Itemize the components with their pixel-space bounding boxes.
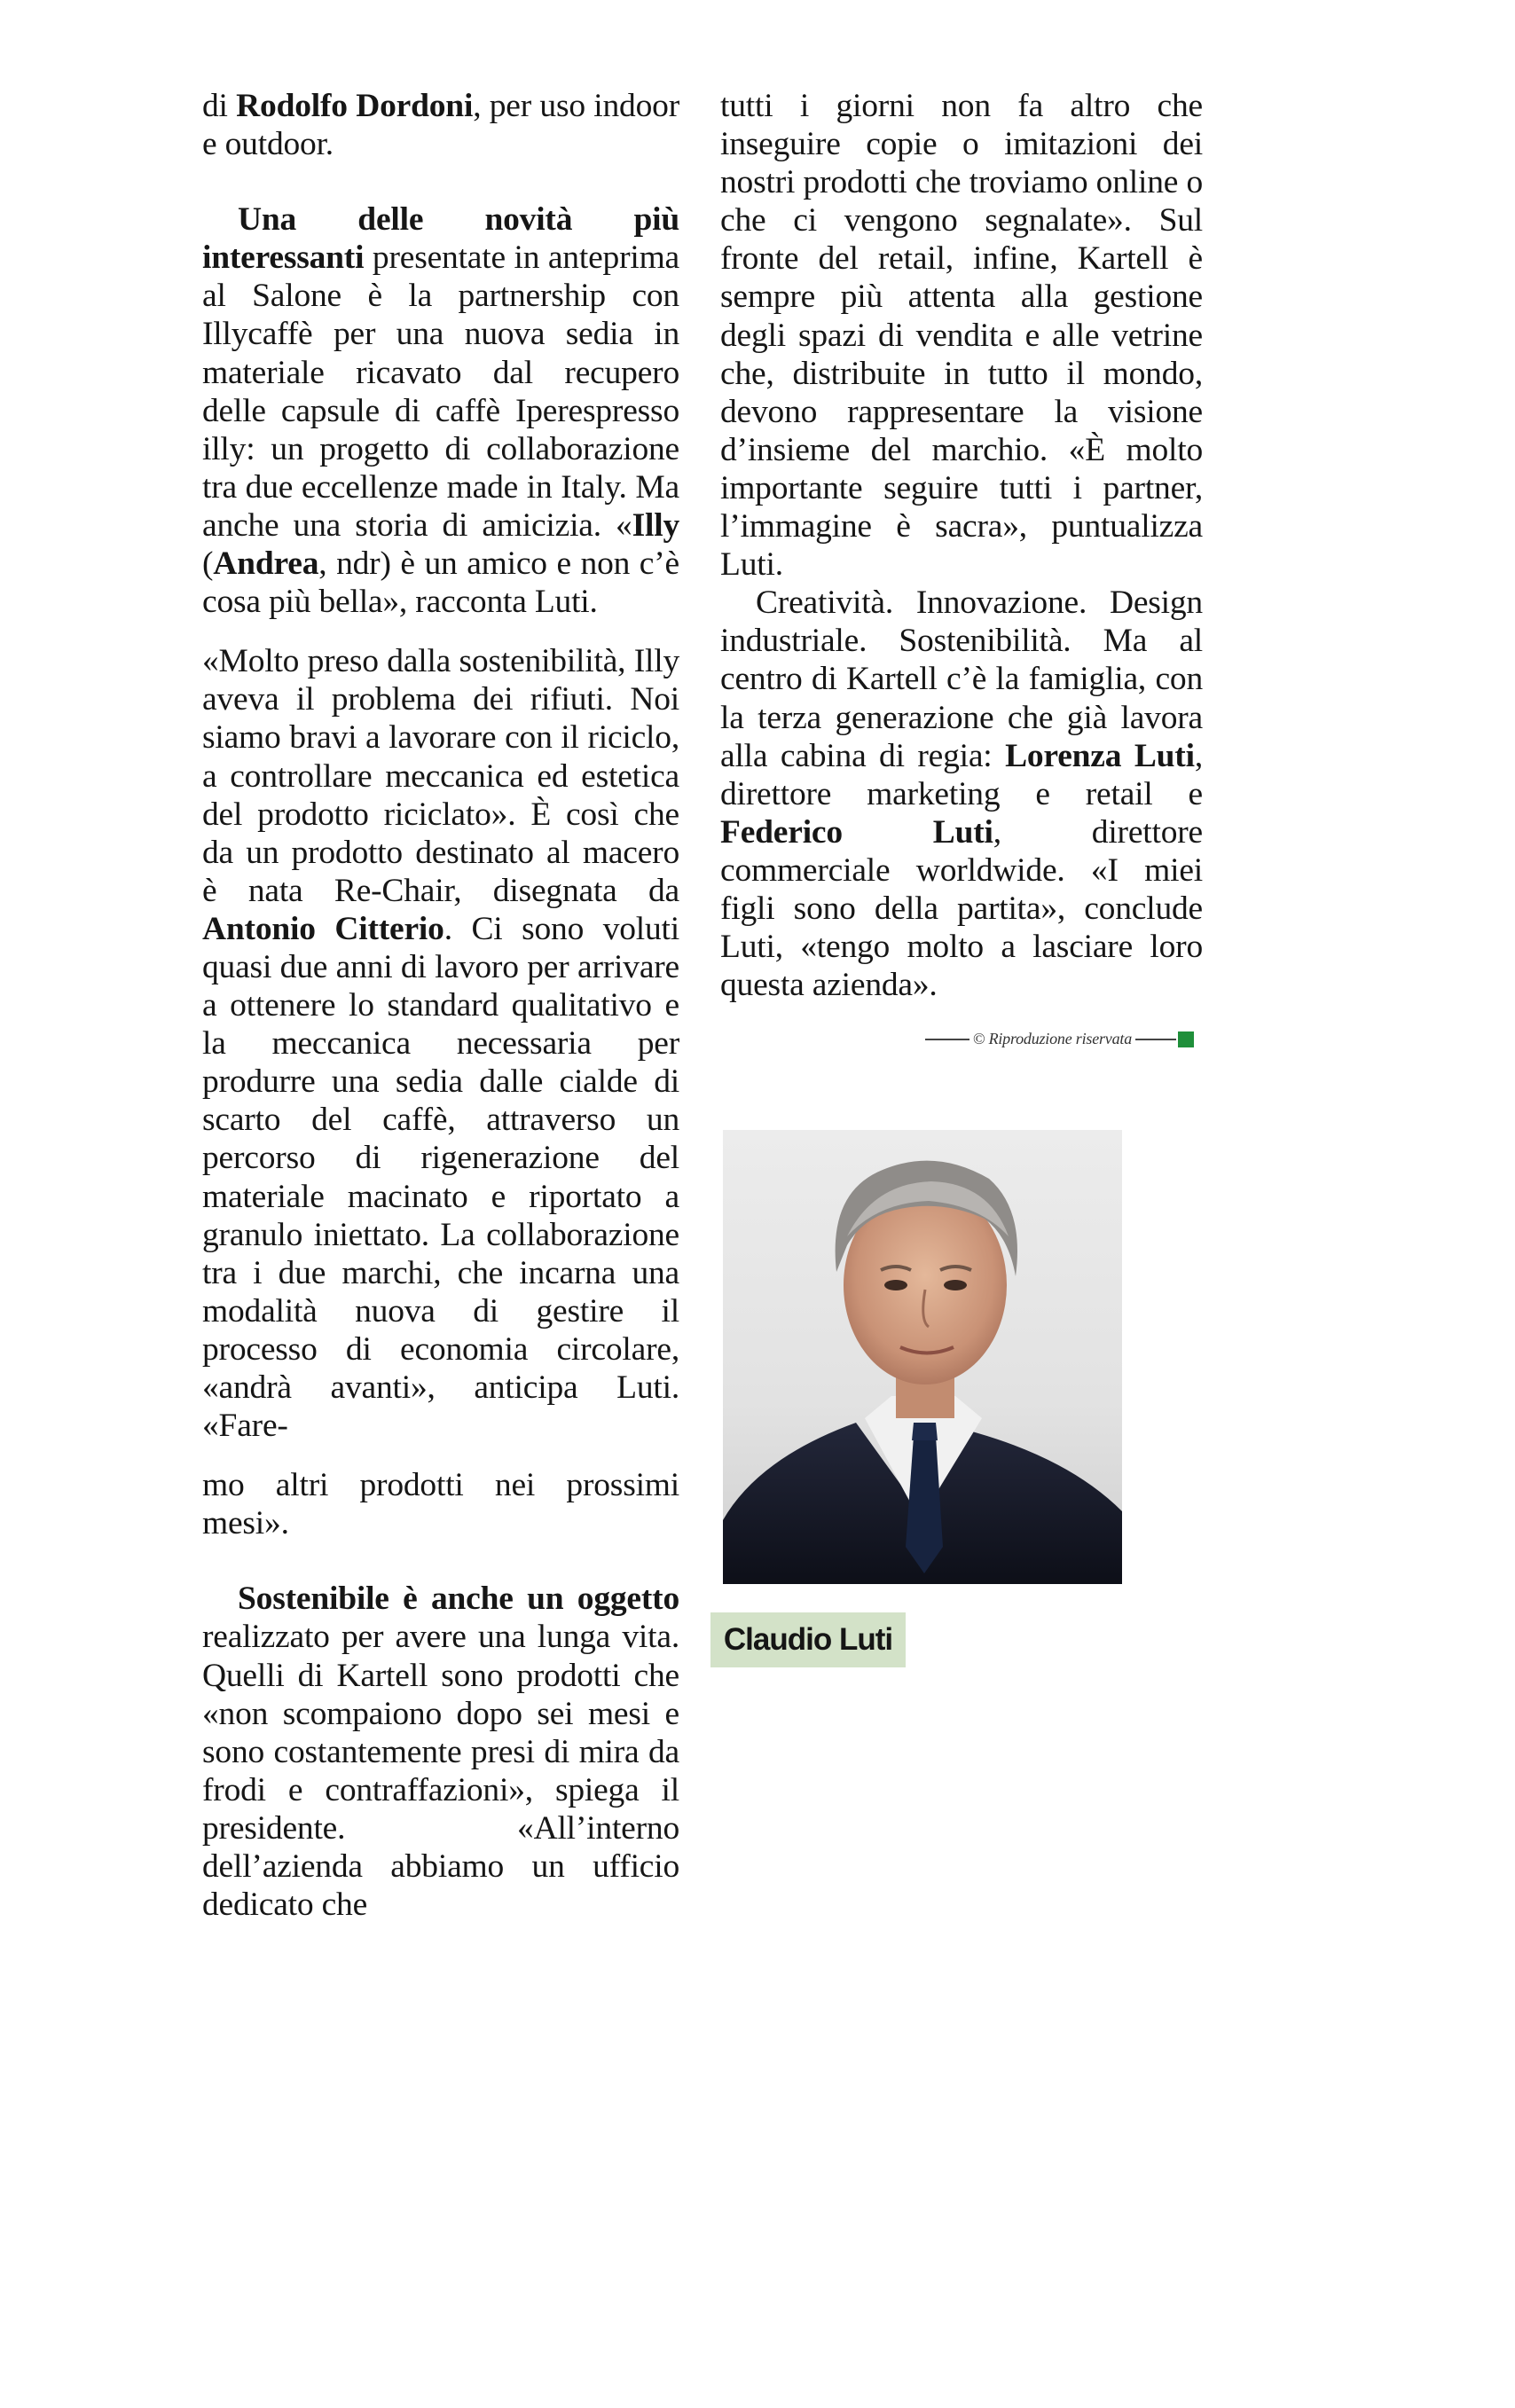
- text: realizzato per avere una lunga vita. Quelli di Kartell sono prodotti che «non scompaiono dopo sei mesi e sono costantemente presi di mira da frodi e contraffazioni», spiega il presidente. «All’interno dell’azienda abbiamo un ufficio dedicato che: [202, 1619, 679, 1924]
- bold-name: Andrea: [213, 545, 319, 583]
- lead-in: Una delle novità più interessanti: [202, 201, 679, 277]
- paragraph: [202, 1466, 679, 1542]
- bold-name: Illy: [632, 506, 679, 544]
- text: , per uso indoor e outdoor.: [202, 88, 679, 163]
- bold-name: Lorenza Luti: [1005, 737, 1195, 774]
- bold-name: Federico Luti: [720, 813, 993, 851]
- text: Creatività. Innovazione. Design industriale. Sostenibilità. Ma al centro di Kartell c’è la famiglia, con la terza generazione che già lavora alla cabina di regia:: [720, 584, 1203, 774]
- article-column-left: [202, 87, 679, 1924]
- text: , direttore marketing e retail e: [720, 737, 1203, 812]
- photo-caption: Claudio Luti: [710, 1612, 906, 1667]
- end-mark-icon: [1178, 1031, 1194, 1047]
- bold-name: Antonio Citterio: [202, 910, 444, 947]
- text: (: [202, 545, 214, 583]
- lead-in: Sostenibile è anche un oggetto: [238, 1580, 679, 1618]
- divider: [1135, 1039, 1176, 1040]
- text: tutti i giorni non fa altro che inseguire copie o imitazioni dei nostri prodotti che troviamo online o che ci vengono segnalate». Sul fronte del retail, infine, Kartell è sempre più attenta alla gestione degli spazi di vendita e alle vetrine che, distribuite in tutto il mondo, devono rappresentare la visione d’insieme del marchio. «È molto importante seguire tutti i partner, l’immagine è sacra», puntualizza Luti.: [720, 88, 1203, 584]
- credit-text: © Riproduzione riservata: [972, 1030, 1132, 1048]
- paragraph: [720, 87, 1203, 584]
- paragraph: [202, 200, 679, 621]
- text: , ndr) è un amico e non c’è cosa più bella», racconta Luti.: [202, 545, 679, 621]
- text: «Molto preso dalla sostenibilità, Illy aveva il problema dei rifiuti. Noi siamo bravi a lavorare con il riciclo, a controllare meccanica ed estetica del prodotto riciclato». È così che da un prodotto destinato al macero è nata Re-Chair, disegnata da: [202, 643, 679, 909]
- divider: [925, 1039, 969, 1040]
- text: presentate in anteprima al Salone è la partnership con Illycaffè per una nuova sedia in materiale ricavato dal recupero delle capsule di caffè Iperespresso illy: un progetto di collaborazione tra due eccellenze made in Italy. Ma anche una storia di amicizia. «: [202, 239, 679, 544]
- article-column-right: [720, 87, 1203, 1058]
- paragraph: [202, 1580, 679, 1924]
- paragraph: [202, 87, 679, 163]
- paragraph: [720, 584, 1203, 1004]
- text: . Ci sono voluti quasi due anni di lavoro per arrivare a ottenere lo standard qualitativo e la meccanica necessaria per produrre una sedia dalle cialde di scarto del caffè, attraverso un percorso di rigenerazione del materiale macinato e riportato a granulo iniettato. La collaborazione tra i due marchi, che incarna una modalità nuova di gestire il processo di economia circolare, «andrà avanti», anticipa Luti. «Fare-: [202, 910, 679, 1445]
- text: , direttore commerciale worldwide. «I miei figli sono della partita», conclude Luti, «tengo molto a lasciare loro questa azienda».: [720, 813, 1203, 1004]
- portrait-photo: [723, 1130, 1122, 1584]
- text: mo altri prodotti nei prossimi mesi».: [202, 1467, 679, 1542]
- paragraph: [202, 642, 679, 1445]
- text: di: [202, 88, 237, 124]
- copyright-credit: [720, 1020, 1203, 1058]
- bold-name: Rodolfo Dordoni: [236, 88, 474, 124]
- portrait-illustration: [723, 1130, 1122, 1584]
